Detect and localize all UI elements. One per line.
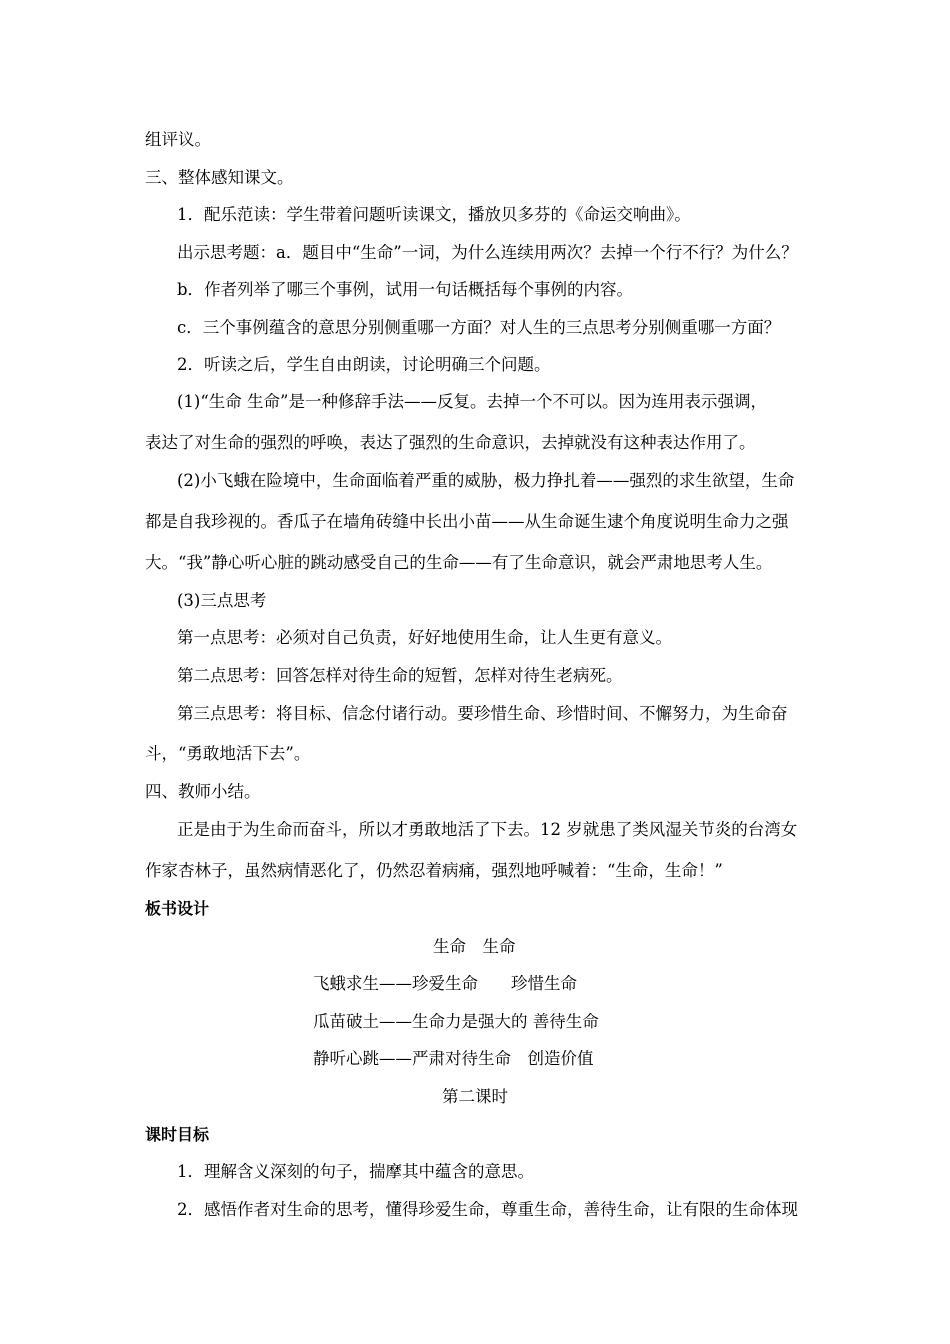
- paragraph-line: 正是由于为生命而奋斗，所以才勇敢地活了下去。12 岁就患了类风湿关节炎的台湾女: [177, 820, 798, 839]
- board-line: 飞蛾求生——珍爱生命 珍惜生命: [313, 974, 577, 993]
- paragraph-line: 作家杏林子，虽然病情恶化了，仍然忍着病痛，强烈地呼喊着：“生命，生命！”: [145, 861, 723, 880]
- paragraph-line: b．作者列举了哪三个事例，试用一句话概括每个事例的内容。: [177, 280, 634, 299]
- paragraph-line: (1)“生命 生命”是一种修辞手法——反复。去掉一个不可以。因为连用表示强调，: [177, 392, 767, 411]
- board-line: 静听心跳——严肃对待生命 创造价值: [313, 1049, 594, 1068]
- paragraph-line: 大。“我”静心听心脏的跳动感受自己的生命——有了生命意识，就会严肃地思考人生。: [145, 553, 773, 572]
- section-heading: 四、教师小结。: [145, 782, 261, 801]
- paragraph-line: 第三点思考：将目标、信念付诸行动。要珍惜生命、珍惜时间、不懈努力，为生命奋: [177, 704, 788, 723]
- paragraph-line: 2．感悟作者对生命的思考，懂得珍爱生命，尊重生命，善待生命，让有限的生命体现: [177, 1200, 798, 1219]
- lesson-goals-heading: 课时目标: [145, 1125, 210, 1144]
- paragraph-line: (3)三点思考: [177, 591, 267, 610]
- lesson-title: 第二课时: [442, 1087, 508, 1106]
- paragraph-line: 1．理解含义深刻的句子，揣摩其中蕴含的意思。: [177, 1162, 534, 1181]
- board-line: 瓜苗破土——生命力是强大的 善待生命: [313, 1012, 599, 1031]
- board-title: 生命 生命: [433, 937, 516, 956]
- paragraph-line: 1．配乐范读：学生带着问题听读课文，播放贝多芬的《命运交响曲》。: [177, 205, 691, 224]
- paragraph-line: 第二点思考：回答怎样对待生命的短暂，怎样对待生老病死。: [177, 666, 623, 685]
- paragraph-line: c．三个事例蕴含的意思分别侧重哪一方面？对人生的三点思考分别侧重哪一方面？: [177, 318, 781, 337]
- paragraph-line: (2)小飞蛾在险境中，生命面临着严重的威胁，极力挣扎着——强烈的求生欲望，生命: [177, 471, 795, 490]
- paragraph-line: 2．听读之后，学生自由朗读，讨论明确三个问题。: [177, 355, 551, 374]
- section-heading: 三、整体感知课文。: [145, 168, 294, 187]
- paragraph-line: 出示思考题：a．题目中“生命”一词，为什么连续用两次？去掉一个行不行？为什么？: [177, 243, 798, 262]
- paragraph-line: 第一点思考：必须对自己负责，好好地使用生命，让人生更有意义。: [177, 628, 672, 647]
- paragraph-line: 斗，“勇敢地活下去”。: [145, 744, 311, 763]
- paragraph-line: 表达了对生命的强烈的呼唤，表达了强烈的生命意识，去掉就没有这种表达作用了。: [145, 433, 756, 452]
- board-design-heading: 板书设计: [145, 899, 210, 918]
- paragraph-line: 都是自我珍视的。香瓜子在墙角砖缝中长出小苗——从生命诞生逮个角度说明生命力之强: [145, 512, 789, 531]
- paragraph-line: 组评议。: [145, 130, 211, 149]
